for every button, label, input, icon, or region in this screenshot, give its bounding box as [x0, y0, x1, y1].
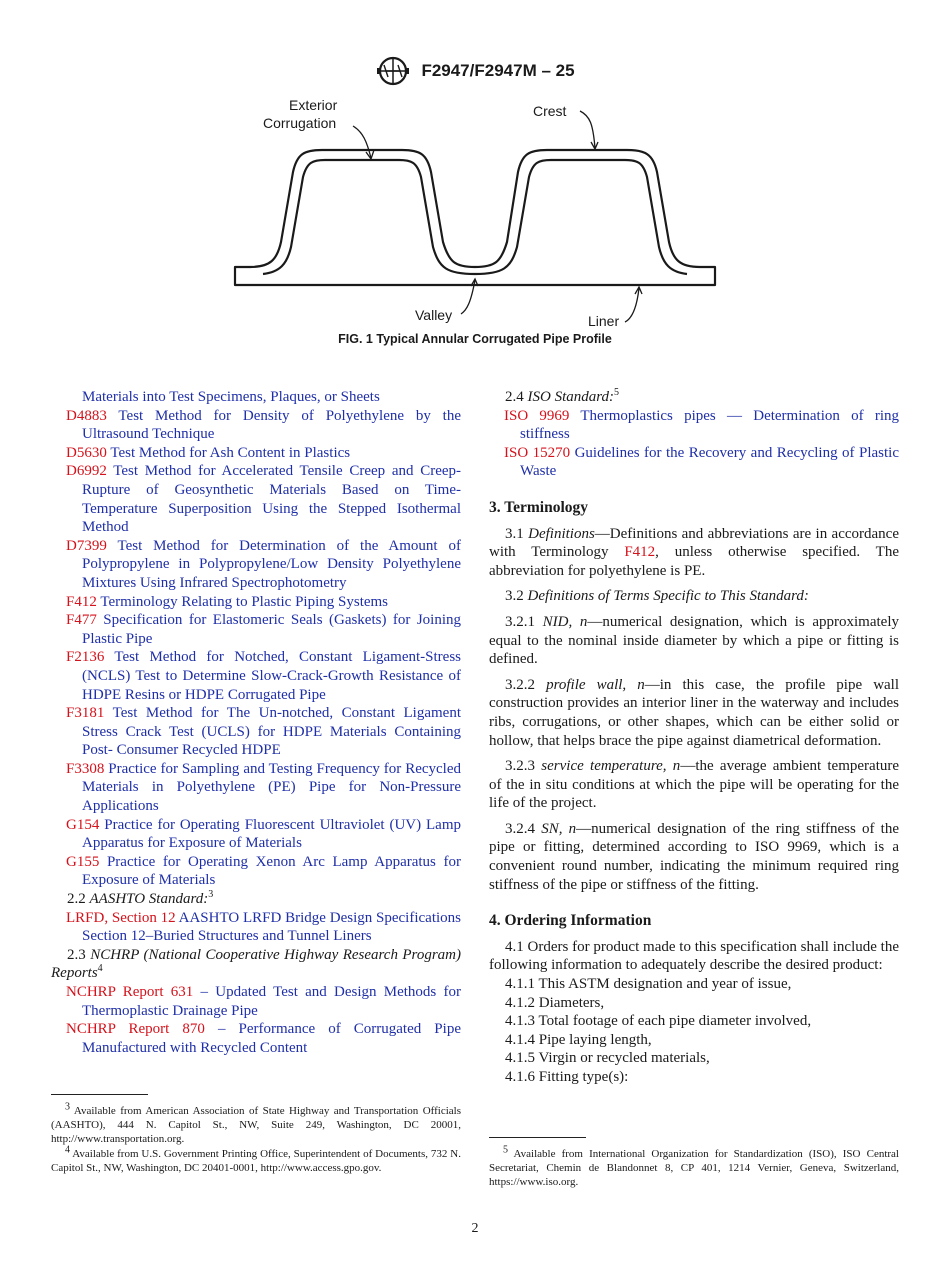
reference-title[interactable]: Test Method for Density of Polyethylene by the Ultrasound Technique — [82, 407, 462, 443]
reference-title[interactable]: Thermoplastics pipes — Determination of ring stiffness — [520, 407, 900, 443]
reference-item — [489, 407, 899, 444]
reference-code[interactable]: ISO 9969 — [504, 407, 570, 424]
reference-title[interactable]: Specification for Elastomeric Seals (Gaskets) for Joining Plastic Pipe — [82, 612, 462, 647]
reference-title[interactable]: – Updated Test and Design Methods for Thermoplastic Drainage Pipe — [82, 984, 462, 1019]
ordering-item: 4.1.6 Fitting type(s): — [505, 1069, 629, 1085]
reference-code[interactable]: LRFD, Section 12 — [66, 909, 176, 926]
footnote-rule — [51, 1094, 148, 1095]
reference-title[interactable]: Guidelines for the Recovery and Recycling of Plastic Waste — [520, 444, 899, 480]
ordering-item: 4.1.1 This ASTM designation and year of issue, — [505, 976, 792, 993]
definition-3: 3.2.3 service temperature, n—the average ambient temperature of the in situ conditions at which the pipe will be operating for the life of the project. — [489, 758, 900, 812]
figure-caption: FIG. 1 Typical Annular Corrugated Pipe Profile — [338, 332, 612, 346]
footnote-4: $^4$ Available from U.S. Government Printing Office, Superintendent of Documents, 732 N. Capitol St., NW, Washington, DC 20401-0001, http://www.access.gpo.gov. — [51, 1143, 461, 1174]
reference-title[interactable]: Terminology Relating to Plastic Piping Systems — [100, 593, 389, 610]
astm-logo-icon — [375, 56, 411, 86]
left-column — [51, 388, 461, 1057]
ordering-item: 4.1.2 Diameters, — [505, 994, 605, 1011]
reference-code[interactable]: G155 — [66, 853, 100, 870]
right-footnotes — [489, 1144, 899, 1190]
page-header — [0, 56, 950, 86]
reference-item — [51, 983, 461, 1020]
definition-4: 3.2.4 SN, n—numerical designation of the ring stiffness of the pipe or fitting, determined according to ISO 9969, which is a convenient round number, indicating the minimum required ring stiffness of the pipe or stiffness of the fitting. — [489, 820, 900, 893]
footnote-5: $^5$ Available from International Organization for Standardization (ISO), ISO Central Secretariat, Chemin de Blandonnet 8, CP 401, 1214 Vernier, Geneva, Switzerland, https://www.iso.org. — [489, 1144, 899, 1189]
label-exterior: Exterior — [289, 97, 338, 113]
reference-continued: Materials into Test Specimens, Plaques, or Sheets — [82, 389, 380, 405]
reference-code[interactable]: NCHRP Report 631 — [66, 984, 194, 1000]
reference-item — [51, 853, 461, 890]
label-valley: Valley — [415, 307, 453, 323]
iso-reference-list — [489, 407, 899, 481]
paragraph-4-1: 4.1 Orders for product made to this specification shall include the following information to adequately describe the desired product: — [489, 938, 899, 974]
reference-code[interactable]: D6992 — [66, 463, 107, 480]
section-3-heading: 3. Terminology — [489, 498, 589, 516]
page-number: 2 — [471, 1221, 479, 1236]
reference-item — [51, 909, 461, 946]
reference-code[interactable]: F2136 — [66, 649, 105, 666]
reference-title[interactable]: Practice for Sampling and Testing Frequency for Recycled Materials in Polyethylene (PE) Pipe for Non-Pressure Applications — [82, 760, 462, 815]
reference-code[interactable]: G154 — [66, 816, 100, 833]
reference-item — [51, 462, 461, 536]
right-column — [489, 388, 899, 1087]
reference-item — [51, 537, 461, 593]
reference-title[interactable]: – Performance of Corrugated Pipe Manufactured with Recycled Content — [82, 1021, 461, 1056]
reference-title[interactable]: Practice for Operating Fluorescent Ultraviolet (UV) Lamp Apparatus for Exposure of Materials — [82, 816, 461, 852]
reference-code[interactable]: D4883 — [66, 407, 107, 424]
reference-code[interactable]: ISO 15270 — [504, 444, 571, 461]
reference-code[interactable]: F412 — [66, 593, 97, 610]
astm-reference-list — [51, 407, 461, 890]
pipe-inner-profile — [263, 160, 687, 274]
reference-item — [51, 816, 461, 853]
paragraph-3-2: 3.2 Definitions of Terms Specific to This Standard: — [505, 588, 809, 605]
ordering-item: 4.1.5 Virgin or recycled materials, — [505, 1050, 710, 1067]
reference-code[interactable]: F477 — [66, 612, 97, 629]
pipe-outer-profile — [235, 150, 715, 285]
footnote-3: $^3$ Available from American Association of State Highway and Transportation Officials (AASHTO), 444 N. Capitol St., NW, Suite 249, Washington, DC 20001, http://www.transportation.org. — [51, 1101, 461, 1146]
reference-item — [51, 704, 461, 760]
reference-title[interactable]: Test Method for The Un-notched, Constant Ligament Stress Crack Test (UCLS) for HDPE Materials Containing Post- Consumer Recycled HDPE — [82, 705, 462, 759]
nchrp-reference-list — [51, 983, 461, 1057]
reference-title[interactable]: Test Method for Ash Content in Plastics — [110, 444, 351, 461]
reference-item — [51, 407, 461, 444]
definition-2: 3.2.2 profile wall, n—in this case, the profile pipe wall construction provides an interior liner in the waterway and includes ribs, corrugations, or other shapes, which can be either solid or hollow, that helps brace the pipe against diametrical deformation. — [489, 676, 900, 749]
ordering-item: 4.1.4 Pipe laying length, — [505, 1031, 652, 1048]
definitions-list — [489, 613, 899, 894]
reference-item — [51, 444, 461, 463]
reference-title[interactable]: Test Method for Accelerated Tensile Creep and Creep-Rupture of Geosynthetic Materials Based on Time-Temperature Superposition Using the Stepped Isothermal Method — [82, 463, 462, 536]
standard-designation: F2947/F2947M – 25 — [421, 61, 575, 80]
reference-title[interactable]: Practice for Operating Xenon Arc Lamp Apparatus for Exposure of Materials — [82, 853, 462, 889]
reference-code[interactable]: F3308 — [66, 760, 105, 777]
definition-1: 3.2.1 NID, n—numerical designation, which is approximately equal to the nominal inside diameter by which a pipe or fitting is defined. — [489, 613, 899, 668]
section-4-heading: 4. Ordering Information — [489, 912, 652, 930]
ordering-items-list — [489, 975, 899, 1087]
footnote-rule — [489, 1137, 586, 1138]
label-crest: Crest — [533, 103, 567, 119]
reference-item — [51, 648, 461, 704]
reference-item — [51, 611, 461, 648]
section-2-2: 2.2 AASHTO Standard:$^3$ — [67, 889, 214, 908]
section-2-4: 2.4 ISO Standard:$^5$ — [505, 387, 620, 405]
reference-title[interactable]: AASHTO LRFD Bridge Design Specifications Section 12–Buried Structures and Tunnel Liners — [82, 909, 461, 945]
reference-item — [489, 444, 899, 481]
reference-code[interactable]: D7399 — [66, 537, 107, 554]
section-2-3: 2.3 NCHRP (National Cooperative Highway Research Program) Reports$^4$ — [51, 946, 462, 982]
reference-code[interactable]: F3181 — [66, 705, 105, 722]
label-corrugation: Corrugation — [263, 115, 337, 131]
left-footnotes — [51, 1101, 461, 1175]
reference-code[interactable]: NCHRP Report 870 — [66, 1021, 205, 1038]
label-liner: Liner — [588, 313, 620, 329]
reference-item — [51, 760, 461, 816]
f412-link[interactable]: F412 — [624, 544, 656, 561]
paragraph-3-1: 3.1 Definitions—Definitions and abbreviations are in accordance with Terminology F412, unless otherwise specified. The abbreviation for polyethylene is PE. — [489, 525, 899, 579]
reference-item — [51, 593, 461, 612]
reference-item — [51, 1020, 461, 1057]
ordering-item: 4.1.3 Total footage of each pipe diameter involved, — [505, 1013, 812, 1030]
reference-code[interactable]: D5630 — [66, 444, 107, 461]
reference-title[interactable]: Test Method for Notched, Constant Ligament-Stress (NCLS) Test to Determine Slow-Crack-Growth Resistance of HDPE Resins or HDPE Corrugated Pipe — [82, 649, 461, 703]
reference-title[interactable]: Test Method for Determination of the Amount of Polypropylene in Polypropylene/Low Density Polyethylene Mixtures Using Infrared Spectrophotometry — [82, 537, 461, 591]
corrugated-pipe-profile-figure — [225, 92, 725, 332]
